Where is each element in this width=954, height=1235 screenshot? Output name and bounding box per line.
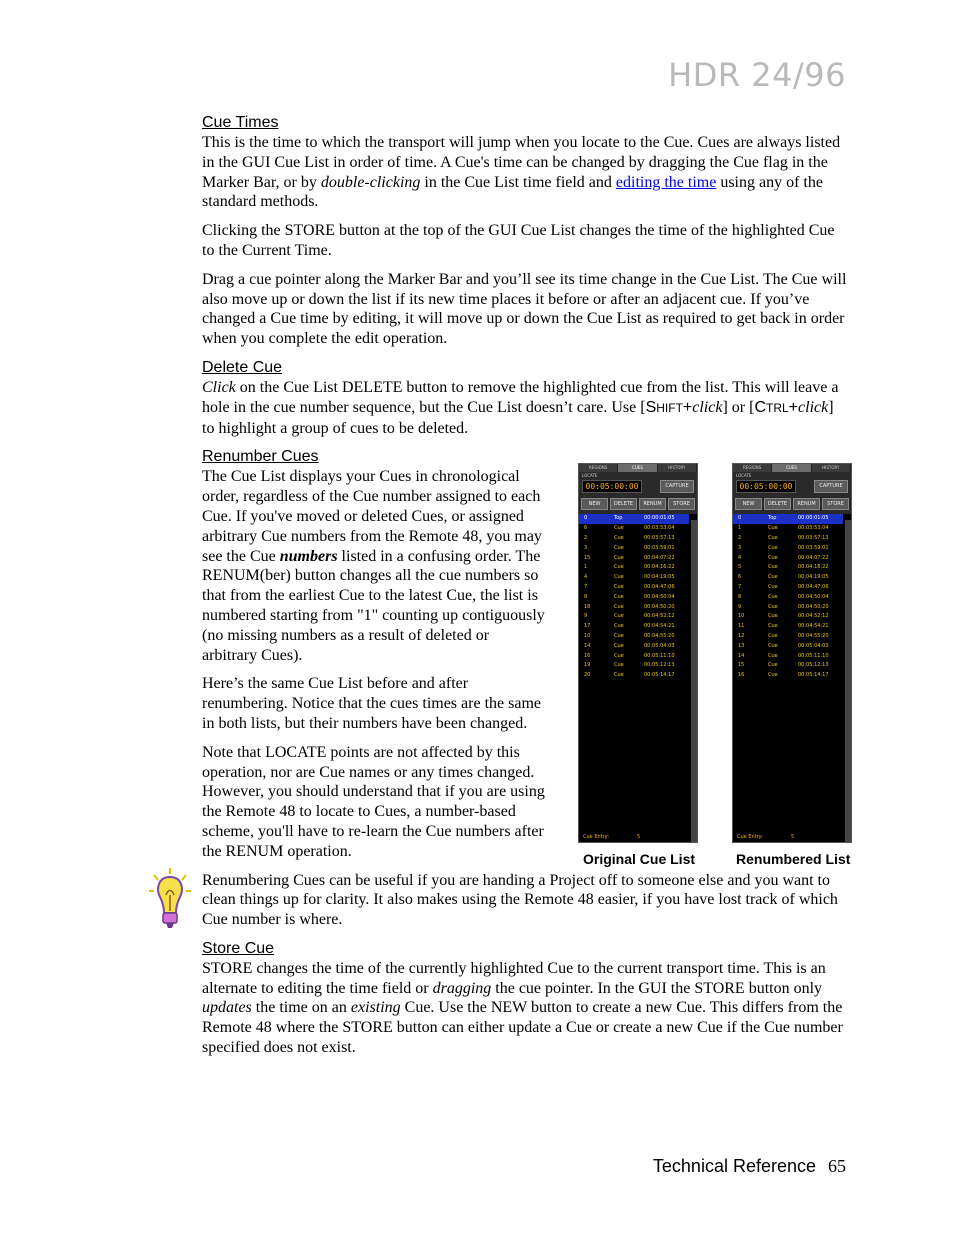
cue-list-scrollbar[interactable] bbox=[845, 520, 851, 842]
renumber-section bbox=[202, 447, 851, 868]
cue-name: Cue bbox=[768, 554, 778, 561]
document-header-title: HDR 24/96 bbox=[668, 56, 846, 94]
cue-row[interactable] bbox=[733, 563, 843, 573]
cue-number: 4 bbox=[584, 574, 588, 581]
cue-row[interactable] bbox=[733, 593, 843, 603]
cue-row[interactable] bbox=[579, 642, 689, 652]
cue-number: 3 bbox=[584, 544, 588, 551]
cue-number: 8 bbox=[584, 593, 588, 600]
delete-button[interactable]: DELETE bbox=[764, 498, 791, 510]
page-footer bbox=[653, 1156, 846, 1177]
cue-time: 00:04:16:22 bbox=[644, 564, 675, 571]
cue-number: 13 bbox=[738, 642, 745, 649]
cue-name: Cue bbox=[614, 534, 624, 541]
cue-button-row bbox=[733, 494, 851, 514]
editing-the-time-link[interactable]: editing the time bbox=[615, 173, 717, 191]
cue-row[interactable] bbox=[579, 622, 689, 632]
cue-name: Cue bbox=[614, 554, 624, 561]
cue-time: 00:04:52:12 bbox=[798, 613, 829, 620]
cue-row[interactable] bbox=[579, 583, 689, 593]
cue-time: 00:03:53:04 bbox=[644, 525, 675, 532]
cue-number: 18 bbox=[584, 603, 591, 610]
cue-number: 15 bbox=[584, 554, 591, 561]
panel-tabs bbox=[733, 464, 851, 472]
cue-name: Cue bbox=[768, 564, 778, 571]
cue-rows bbox=[579, 514, 697, 681]
cue-button-row bbox=[579, 494, 697, 514]
paragraph-cue-times-3: Drag a cue pointer along the Marker Bar and you’ll see its time change in the Cue List. The Cue will also move up or down the list if its new time places it before or after an adjacent cue. If you’ve changed a Cue time by editing, it will move up or down the Cue List as required to get back in order when you complete the edit operation. bbox=[202, 270, 847, 348]
cue-number: 7 bbox=[584, 583, 588, 590]
cue-number: 0 bbox=[584, 515, 588, 522]
tab-cues[interactable]: CUES bbox=[618, 464, 657, 472]
cue-number: 12 bbox=[738, 632, 745, 639]
cue-name: Cue bbox=[768, 534, 778, 541]
cue-row[interactable] bbox=[733, 652, 843, 662]
heading-delete-cue: Delete Cue bbox=[202, 358, 283, 376]
cue-time: 00:00:01:05 bbox=[798, 515, 829, 522]
page-number: 65 bbox=[828, 1156, 846, 1176]
cue-name: Cue bbox=[614, 652, 624, 659]
cue-name: Cue bbox=[614, 672, 624, 679]
caption-original-cue-list: Original Cue List bbox=[583, 851, 696, 868]
cue-row[interactable] bbox=[579, 514, 689, 524]
cue-time: 00:03:53:04 bbox=[798, 525, 829, 532]
cue-time: 00:05:04:03 bbox=[798, 642, 829, 649]
cue-time: 00:05:04:03 bbox=[644, 642, 675, 649]
paragraph-store-cue: STORE changes the time of the currently highlighted Cue to the current transport time. This is an alternate to editing the time field or dragging the cue pointer. In the GUI the STORE button only updates the time on an existing Cue. Use the NEW button to create a new Cue. This differs from the Remote 48 where the STORE button can either update a Cue or create a new Cue if the Cue number specified does not exist. bbox=[202, 959, 843, 1057]
locate-label: LOCATE bbox=[736, 473, 752, 479]
tip-block bbox=[202, 871, 847, 930]
cue-name: Cue bbox=[614, 574, 624, 581]
cue-number: 5 bbox=[738, 564, 742, 571]
cue-number: 0 bbox=[738, 515, 742, 522]
heading-store-cue: Store Cue bbox=[202, 939, 275, 957]
locate-time-field[interactable]: 00:05:00:00 bbox=[736, 480, 796, 493]
cue-row[interactable] bbox=[579, 632, 689, 642]
paragraph-delete-cue: Click on the Cue List DELETE button to remove the highlighted cue from the list. This will leave a hole in the cue number sequence, but the Cue List doesn’t care. Use [SHIFT+click] or [CTRL+click] to highlight a group of cues to be deleted. bbox=[202, 378, 839, 437]
cue-name: Cue bbox=[614, 593, 624, 600]
cue-name: Cue bbox=[768, 662, 778, 669]
cue-number: 19 bbox=[584, 662, 591, 669]
locate-row bbox=[733, 472, 851, 494]
cue-number: 7 bbox=[738, 583, 742, 590]
cue-number: 20 bbox=[584, 672, 591, 679]
cue-number: 9 bbox=[738, 603, 742, 610]
capture-button[interactable]: CAPTURE bbox=[660, 480, 694, 493]
cue-name: Cue bbox=[768, 544, 778, 551]
heading-cue-times: Cue Times bbox=[202, 114, 279, 131]
cue-row[interactable] bbox=[733, 514, 843, 524]
cue-time: 00:04:50:04 bbox=[798, 593, 829, 600]
cue-time: 00:04:50:20 bbox=[798, 603, 829, 610]
cue-name: Cue bbox=[768, 672, 778, 679]
cue-name: Cue bbox=[614, 583, 624, 590]
cue-number: 10 bbox=[584, 632, 591, 639]
cue-name: Cue bbox=[614, 613, 624, 620]
cue-row[interactable] bbox=[733, 661, 843, 671]
tab-history[interactable]: HISTORY bbox=[812, 464, 851, 472]
cue-number: 6 bbox=[738, 574, 742, 581]
cue-number: 1 bbox=[584, 564, 588, 571]
cue-number: 3 bbox=[738, 544, 742, 551]
cue-number: 11 bbox=[738, 623, 745, 630]
heading-renumber-cues: Renumber Cues bbox=[202, 448, 319, 466]
cue-time: 00:04:07:22 bbox=[798, 554, 829, 561]
cue-time: 00:04:47:06 bbox=[644, 583, 675, 590]
cue-name: Cue bbox=[768, 652, 778, 659]
tab-regions[interactable]: REGIONS bbox=[733, 464, 772, 472]
cue-number: 8 bbox=[738, 593, 742, 600]
cue-row[interactable] bbox=[733, 544, 843, 554]
cue-row[interactable] bbox=[579, 544, 689, 554]
paragraph-tip: Renumbering Cues can be useful if you are handing a Project off to someone else and you want to clean things up for clarity. It also makes using the Remote 48 easier, if you have lost track of which Cue number is where. bbox=[202, 871, 838, 929]
cue-row[interactable] bbox=[733, 554, 843, 564]
panel-tabs bbox=[579, 464, 697, 472]
cue-entry-readout: Cue Entry: 5 bbox=[583, 834, 641, 841]
cue-row[interactable] bbox=[579, 652, 689, 662]
cue-name: Cue bbox=[768, 525, 778, 532]
cue-name: Top bbox=[614, 515, 623, 522]
cue-time: 00:04:54:21 bbox=[798, 623, 829, 630]
cue-time: 00:04:19:05 bbox=[798, 574, 829, 581]
cue-list-scrollbar[interactable] bbox=[691, 520, 697, 842]
cue-number: 1 bbox=[738, 525, 742, 532]
cue-row[interactable] bbox=[733, 671, 843, 681]
cue-number: 14 bbox=[738, 652, 745, 659]
cue-time: 00:04:50:04 bbox=[644, 593, 675, 600]
cue-row[interactable] bbox=[733, 603, 843, 613]
cue-time: 00:05:14:17 bbox=[798, 672, 829, 679]
cue-time: 00:03:57:13 bbox=[644, 534, 675, 541]
cue-time: 00:00:01:05 bbox=[644, 515, 675, 522]
locate-label: LOCATE bbox=[582, 473, 598, 479]
page-content bbox=[202, 113, 851, 1067]
cue-number: 6 bbox=[584, 525, 588, 532]
cue-time: 00:04:55:20 bbox=[798, 632, 829, 639]
cue-time: 00:05:11:10 bbox=[644, 652, 675, 659]
cue-name: Cue bbox=[768, 574, 778, 581]
store-button[interactable]: STORE bbox=[822, 498, 849, 510]
cue-row[interactable] bbox=[733, 622, 843, 632]
capture-button[interactable]: CAPTURE bbox=[814, 480, 848, 493]
cue-number: 16 bbox=[584, 652, 591, 659]
cue-number: 15 bbox=[738, 662, 745, 669]
cue-time: 00:05:14:17 bbox=[644, 672, 675, 679]
cue-name: Cue bbox=[768, 603, 778, 610]
cue-number: 4 bbox=[738, 554, 742, 561]
cue-name: Cue bbox=[614, 662, 624, 669]
paragraph-cue-times-1: This is the time to which the transport will jump when you locate to the Cue. Cues are always listed in the GUI Cue List in order of time. A Cue's time can be changed by dragging the Cue flag in the Marker Bar, or by double-clicking in the Cue List time field and editing the time using any of the standard methods. bbox=[202, 134, 841, 211]
cue-time: 00:05:12:13 bbox=[644, 662, 675, 669]
cue-row[interactable] bbox=[579, 593, 689, 603]
cue-name: Cue bbox=[768, 593, 778, 600]
cue-name: Cue bbox=[614, 564, 624, 571]
cue-time: 00:04:16:22 bbox=[798, 564, 829, 571]
new-button[interactable]: NEW bbox=[735, 498, 762, 510]
cue-name: Cue bbox=[768, 613, 778, 620]
cue-time: 00:04:47:06 bbox=[798, 583, 829, 590]
new-button[interactable]: NEW bbox=[581, 498, 608, 510]
cue-name: Cue bbox=[614, 525, 624, 532]
cue-row[interactable] bbox=[579, 563, 689, 573]
cue-number: 2 bbox=[738, 534, 742, 541]
cue-row[interactable] bbox=[733, 642, 843, 652]
cue-name: Cue bbox=[768, 583, 778, 590]
store-button[interactable]: STORE bbox=[668, 498, 695, 510]
cue-number: 10 bbox=[738, 613, 745, 620]
cue-number: 17 bbox=[584, 623, 591, 630]
cue-time: 00:04:50:20 bbox=[644, 603, 675, 610]
cue-row[interactable] bbox=[579, 534, 689, 544]
renumbered-cue-list-panel bbox=[732, 463, 852, 843]
tab-cues[interactable]: CUES bbox=[772, 464, 811, 472]
cue-number: 9 bbox=[584, 613, 588, 620]
renum-button[interactable]: RENUM bbox=[639, 498, 666, 510]
tab-history[interactable]: HISTORY bbox=[658, 464, 697, 472]
cue-time: 00:04:52:12 bbox=[644, 613, 675, 620]
cue-entry-readout: Cue Entry: 5 bbox=[737, 834, 795, 841]
footer-section-title: Technical Reference bbox=[652, 1156, 816, 1176]
cue-row[interactable] bbox=[579, 573, 689, 583]
cue-number: 14 bbox=[584, 642, 591, 649]
locate-time-field[interactable]: 00:05:00:00 bbox=[582, 480, 642, 493]
cue-time: 00:04:54:21 bbox=[644, 623, 675, 630]
paragraph-renumber-2: Here’s the same Cue List before and after renumbering. Notice that the cues times are the same in both lists, but their numbers have been changed. bbox=[202, 675, 541, 732]
cue-name: Cue bbox=[768, 642, 778, 649]
renum-button[interactable]: RENUM bbox=[793, 498, 820, 510]
cue-time: 00:03:57:13 bbox=[798, 534, 829, 541]
cue-row[interactable] bbox=[733, 583, 843, 593]
cue-name: Cue bbox=[614, 642, 624, 649]
cue-number: 16 bbox=[738, 672, 745, 679]
cue-row[interactable] bbox=[733, 612, 843, 622]
cue-rows bbox=[733, 514, 851, 681]
cue-row[interactable] bbox=[579, 661, 689, 671]
cue-name: Top bbox=[768, 515, 777, 522]
cue-row[interactable] bbox=[579, 524, 689, 534]
paragraph-renumber-1: The Cue List displays your Cues in chronological order, regardless of the Cue number assigned to each Cue. If you've moved or deleted Cues, or assigned arbitrary Cue numbers from the Remote 48, you may see the Cue numbers listed in a confusing order. The RENUM(ber) button changes all the cue numbers so that from the earliest Cue to the latest Cue, the list is numbered starting from "1" counting up contiguously (no missing numbers as a result of deleted or arbitrary Cues). bbox=[202, 468, 545, 664]
cue-time: 00:04:55:20 bbox=[644, 632, 675, 639]
cue-entry-value: 5 bbox=[636, 834, 641, 841]
cue-number: 2 bbox=[584, 534, 588, 541]
cue-time: 00:04:07:22 bbox=[644, 554, 675, 561]
cue-name: Cue bbox=[614, 623, 624, 630]
locate-row bbox=[579, 472, 697, 494]
cue-name: Cue bbox=[614, 632, 624, 639]
cue-row[interactable] bbox=[733, 524, 843, 534]
paragraph-cue-times-2: Clicking the STORE button at the top of the GUI Cue List changes the time of the highlighted Cue to the Current Time. bbox=[202, 222, 835, 259]
paragraph-renumber-3: Note that LOCATE points are not affected by this operation, nor are Cue names or any times changed. However, you should understand that if you are using the Remote 48 to locate to Cues, a number-based scheme, you'll have to re-learn the Cue numbers after the RENUM operation. bbox=[202, 743, 545, 860]
caption-renumbered-list: Renumbered List bbox=[736, 851, 851, 868]
cue-name: Cue bbox=[614, 603, 624, 610]
cue-row[interactable] bbox=[733, 632, 843, 642]
lightbulb-icon bbox=[148, 867, 192, 931]
cue-entry-value: 5 bbox=[790, 834, 795, 841]
cue-row[interactable] bbox=[579, 671, 689, 681]
cue-name: Cue bbox=[614, 544, 624, 551]
cue-time: 00:04:19:05 bbox=[644, 574, 675, 581]
cue-name: Cue bbox=[768, 632, 778, 639]
cue-row[interactable] bbox=[579, 612, 689, 622]
original-cue-list-panel bbox=[578, 463, 698, 843]
cue-row[interactable] bbox=[733, 573, 843, 583]
cue-time: 00:05:12:13 bbox=[798, 662, 829, 669]
cue-time: 00:03:59:01 bbox=[798, 544, 829, 551]
cue-row[interactable] bbox=[733, 534, 843, 544]
tab-regions[interactable]: REGIONS bbox=[579, 464, 618, 472]
cue-time: 00:05:11:10 bbox=[798, 652, 829, 659]
delete-button[interactable]: DELETE bbox=[610, 498, 637, 510]
cue-time: 00:03:59:01 bbox=[644, 544, 675, 551]
cue-row[interactable] bbox=[579, 554, 689, 564]
cue-row[interactable] bbox=[579, 603, 689, 613]
cue-name: Cue bbox=[768, 623, 778, 630]
